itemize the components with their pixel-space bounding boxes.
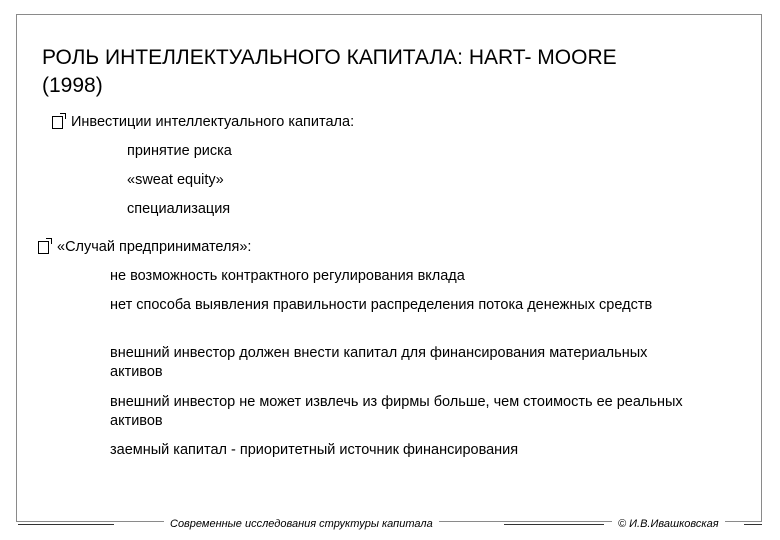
section-2-item: заемный капитал - приоритетный источник финансирования bbox=[110, 442, 519, 458]
section-1-item: «sweat equity» bbox=[127, 172, 224, 188]
section-2-item: нет способа выявления правильности распределения потока денежных средств bbox=[110, 297, 653, 313]
section-1-item: принятие риска bbox=[127, 143, 232, 159]
section-2-item: внешний инвестор должен внести капитал для финансирования материальных активов bbox=[110, 345, 648, 380]
slide-title: РОЛЬ ИНТЕЛЛЕКТУАЛЬНОГО КАПИТАЛА: HART- MOORE (1998) bbox=[42, 46, 617, 97]
section-1-item: специализация bbox=[127, 201, 231, 217]
section-2-item: внешний инвестор не может извлечь из фирмы больше, чем стоимость ее реальных активов bbox=[110, 394, 683, 429]
footer-divider bbox=[744, 524, 762, 525]
footer-divider bbox=[18, 524, 114, 525]
section-1-heading: Инвестиции интеллектуального капитала: bbox=[71, 114, 355, 130]
footer-author: © И.В.Ивашковская bbox=[612, 518, 725, 530]
footer-course: Современные исследования структуры капитала bbox=[164, 518, 439, 530]
section-2-heading-row bbox=[38, 238, 251, 256]
checkbox-bullet-icon bbox=[38, 241, 49, 254]
section-2-heading: «Случай предпринимателя»: bbox=[57, 239, 252, 255]
section-1-heading-row bbox=[52, 113, 354, 131]
checkbox-bullet-icon bbox=[52, 116, 63, 129]
section-2-item: не возможность контрактного регулирования вклада bbox=[110, 268, 465, 284]
footer-divider bbox=[504, 524, 604, 525]
